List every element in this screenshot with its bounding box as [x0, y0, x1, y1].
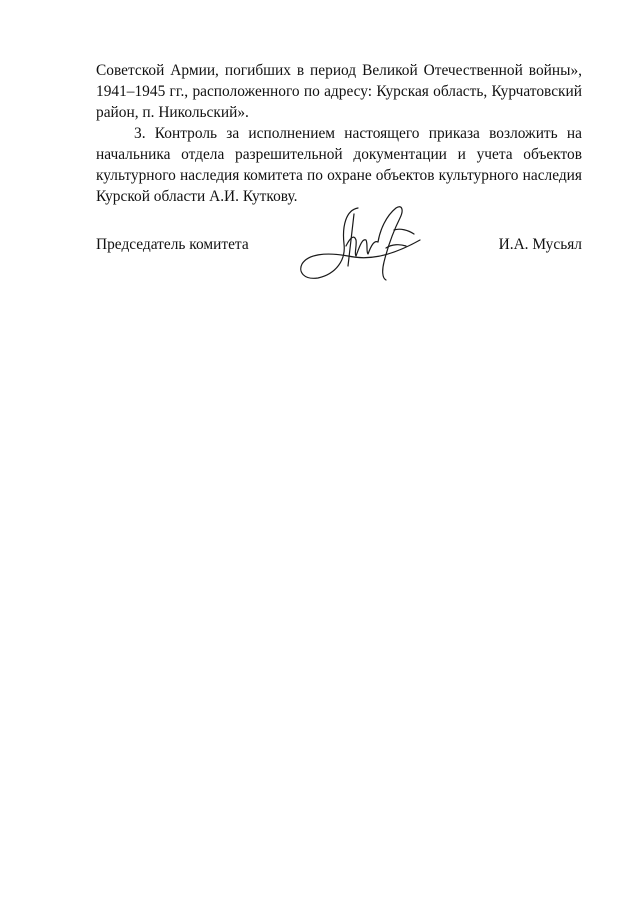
paragraph-item-3	[96, 123, 582, 207]
text-line: Советской Армии, погибших в период Великой Отечественной войны»,	[96, 62, 582, 79]
paragraph-continuation	[96, 60, 582, 123]
signer-name: И.А. Мусьял	[498, 236, 582, 253]
text-line: 1941–1945 гг., расположенного по адресу: Курская область, Курчатовский	[96, 83, 582, 100]
text-line: 3. Контроль за исполнением настоящего приказа возложить на	[134, 125, 582, 142]
text-line: культурного наследия комитета по охране объектов культурного наследия	[96, 167, 582, 184]
text-line: Курской области А.И. Куткову.	[96, 188, 298, 205]
signer-title: Председатель комитета	[96, 236, 249, 253]
document-body	[96, 60, 582, 207]
text-line: начальника отдела разрешительной документации и учета объектов	[96, 146, 582, 163]
handwritten-signature-icon	[296, 200, 430, 288]
text-line: район, п. Никольский».	[96, 104, 249, 121]
